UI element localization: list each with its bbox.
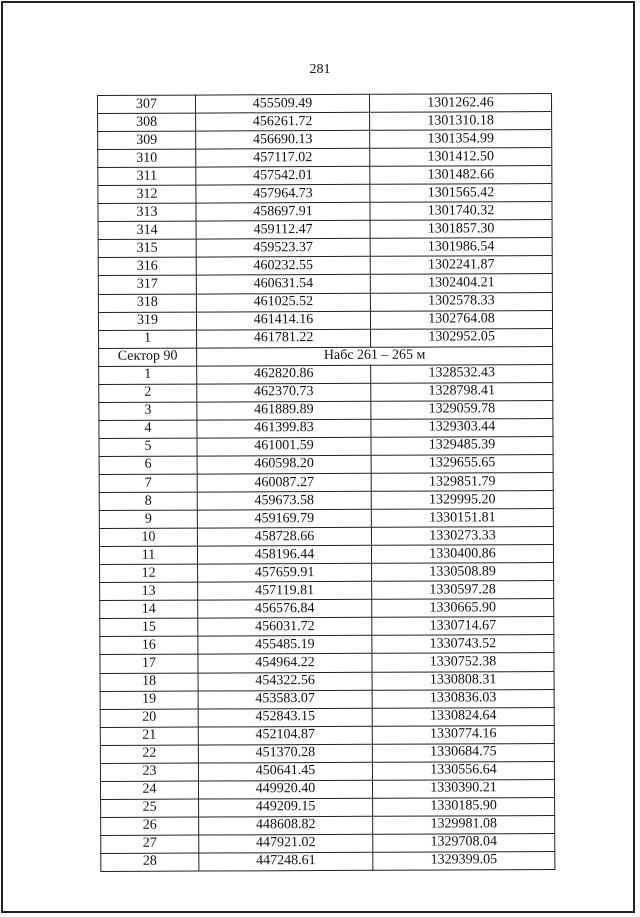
table-row bbox=[100, 689, 554, 709]
section-row bbox=[99, 346, 553, 366]
table-row bbox=[99, 509, 553, 529]
table-row bbox=[98, 166, 552, 186]
coordinates-table bbox=[97, 93, 555, 872]
section-header bbox=[99, 346, 553, 366]
table-row bbox=[98, 292, 552, 312]
y-coordinate-cell: 1302578.33 bbox=[370, 292, 552, 311]
x-coordinate-cell: 459112.47 bbox=[196, 221, 370, 240]
y-coordinate-cell: 1330824.64 bbox=[372, 707, 554, 726]
table-row bbox=[98, 238, 552, 258]
x-coordinate-cell: 460598.20 bbox=[197, 455, 371, 474]
x-coordinate-cell: 458697.91 bbox=[196, 203, 370, 222]
y-coordinate-cell: 1330752.38 bbox=[372, 653, 554, 672]
point-number-cell: 12 bbox=[100, 564, 198, 582]
point-number-cell: 313 bbox=[98, 203, 196, 221]
point-number-cell: 6 bbox=[99, 456, 197, 474]
y-coordinate-cell: 1302952.05 bbox=[371, 328, 553, 347]
table-row bbox=[99, 491, 553, 511]
x-coordinate-cell: 455509.49 bbox=[196, 94, 370, 113]
point-number-cell: 1 bbox=[99, 366, 197, 384]
table-row bbox=[99, 400, 553, 420]
x-coordinate-cell: 457117.02 bbox=[196, 148, 370, 167]
x-coordinate-cell: 461399.83 bbox=[197, 419, 371, 438]
table-row bbox=[100, 581, 554, 601]
table-body-bottom bbox=[99, 364, 555, 871]
point-number-cell: 316 bbox=[98, 257, 196, 275]
table-row bbox=[98, 184, 552, 204]
x-coordinate-cell: 459523.37 bbox=[196, 239, 370, 258]
y-coordinate-cell: 1330743.52 bbox=[372, 635, 554, 654]
y-coordinate-cell: 1328798.41 bbox=[371, 382, 553, 401]
section-note: Набс 261 – 265 м bbox=[197, 346, 553, 366]
x-coordinate-cell: 460232.55 bbox=[196, 257, 370, 276]
point-number-cell: 310 bbox=[98, 149, 196, 167]
x-coordinate-cell: 454964.22 bbox=[198, 654, 372, 673]
point-number-cell: 308 bbox=[98, 113, 196, 131]
x-coordinate-cell: 458728.66 bbox=[197, 527, 371, 546]
table-row bbox=[101, 797, 555, 817]
point-number-cell: 317 bbox=[98, 276, 196, 294]
x-coordinate-cell: 453583.07 bbox=[198, 690, 372, 709]
y-coordinate-cell: 1330774.16 bbox=[372, 725, 554, 744]
table-row bbox=[100, 653, 554, 673]
table-row bbox=[100, 707, 554, 727]
x-coordinate-cell: 461001.59 bbox=[197, 437, 371, 456]
y-coordinate-cell: 1330665.90 bbox=[372, 599, 554, 618]
x-coordinate-cell: 447248.61 bbox=[199, 852, 373, 871]
point-number-cell: 319 bbox=[98, 312, 196, 330]
x-coordinate-cell: 462370.73 bbox=[197, 383, 371, 402]
point-number-cell: 22 bbox=[100, 745, 198, 763]
point-number-cell: 19 bbox=[100, 691, 198, 709]
point-number-cell: 315 bbox=[98, 239, 196, 257]
table-row bbox=[98, 94, 552, 114]
y-coordinate-cell: 1329981.08 bbox=[373, 815, 555, 834]
point-number-cell: 314 bbox=[98, 221, 196, 239]
y-coordinate-cell: 1301986.54 bbox=[370, 238, 552, 257]
y-coordinate-cell: 1301857.30 bbox=[370, 220, 552, 239]
x-coordinate-cell: 461025.52 bbox=[196, 293, 370, 312]
point-number-cell: 18 bbox=[100, 673, 198, 691]
point-number-cell: 15 bbox=[100, 618, 198, 636]
point-number-cell: 25 bbox=[101, 799, 199, 817]
point-number-cell: 14 bbox=[100, 600, 198, 618]
point-number-cell: 309 bbox=[98, 131, 196, 149]
table-row bbox=[100, 635, 554, 655]
y-coordinate-cell: 1301354.99 bbox=[370, 130, 552, 149]
table-body-top bbox=[98, 94, 553, 349]
table-row bbox=[100, 599, 554, 619]
table-row bbox=[98, 148, 552, 168]
table-row bbox=[101, 851, 555, 871]
point-number-cell: 10 bbox=[99, 528, 197, 546]
y-coordinate-cell: 1330556.64 bbox=[372, 761, 554, 780]
table-row bbox=[100, 563, 554, 583]
x-coordinate-cell: 452104.87 bbox=[198, 726, 372, 745]
table-row bbox=[98, 256, 552, 276]
table-row bbox=[100, 761, 554, 781]
table-row bbox=[98, 310, 552, 330]
point-number-cell: 17 bbox=[100, 655, 198, 673]
point-number-cell: 3 bbox=[99, 402, 197, 420]
y-coordinate-cell: 1329655.65 bbox=[371, 454, 553, 473]
y-coordinate-cell: 1301482.66 bbox=[370, 166, 552, 185]
x-coordinate-cell: 452843.15 bbox=[198, 708, 372, 727]
y-coordinate-cell: 1329399.05 bbox=[373, 851, 555, 870]
x-coordinate-cell: 456690.13 bbox=[196, 130, 370, 149]
table-row bbox=[99, 545, 553, 565]
x-coordinate-cell: 459673.58 bbox=[197, 491, 371, 510]
x-coordinate-cell: 447921.02 bbox=[199, 834, 373, 853]
x-coordinate-cell: 459169.79 bbox=[197, 509, 371, 528]
point-number-cell: 27 bbox=[101, 835, 199, 853]
x-coordinate-cell: 457119.81 bbox=[198, 582, 372, 601]
table-row bbox=[100, 725, 554, 745]
y-coordinate-cell: 1330684.75 bbox=[372, 743, 554, 762]
x-coordinate-cell: 461781.22 bbox=[197, 329, 371, 348]
x-coordinate-cell: 458196.44 bbox=[197, 545, 371, 564]
table-row bbox=[98, 202, 552, 222]
x-coordinate-cell: 449209.15 bbox=[199, 798, 373, 817]
y-coordinate-cell: 1329485.39 bbox=[371, 436, 553, 455]
point-number-cell: 7 bbox=[99, 474, 197, 492]
point-number-cell: 312 bbox=[98, 185, 196, 203]
x-coordinate-cell: 457659.91 bbox=[198, 564, 372, 583]
y-coordinate-cell: 1330390.21 bbox=[372, 779, 554, 798]
point-number-cell: 13 bbox=[100, 582, 198, 600]
table-row bbox=[99, 472, 553, 492]
point-number-cell: 9 bbox=[99, 510, 197, 528]
table-row bbox=[99, 382, 553, 402]
table-row bbox=[100, 617, 554, 637]
point-number-cell: 5 bbox=[99, 438, 197, 456]
y-coordinate-cell: 1330714.67 bbox=[372, 617, 554, 636]
x-coordinate-cell: 457542.01 bbox=[196, 166, 370, 185]
point-number-cell: 8 bbox=[99, 492, 197, 510]
x-coordinate-cell: 461414.16 bbox=[196, 311, 370, 330]
section-label: Сектор 90 bbox=[99, 348, 197, 366]
y-coordinate-cell: 1330808.31 bbox=[372, 671, 554, 690]
y-coordinate-cell: 1330836.03 bbox=[372, 689, 554, 708]
y-coordinate-cell: 1329059.78 bbox=[371, 400, 553, 419]
y-coordinate-cell: 1330185.90 bbox=[373, 797, 555, 816]
table-row bbox=[99, 328, 553, 348]
y-coordinate-cell: 1329851.79 bbox=[371, 472, 553, 491]
y-coordinate-cell: 1330508.89 bbox=[372, 563, 554, 582]
table-row bbox=[100, 671, 554, 691]
x-coordinate-cell: 456576.84 bbox=[198, 600, 372, 619]
y-coordinate-cell: 1329708.04 bbox=[373, 833, 555, 852]
table-row bbox=[100, 779, 554, 799]
table-row bbox=[99, 527, 553, 547]
y-coordinate-cell: 1329303.44 bbox=[371, 418, 553, 437]
x-coordinate-cell: 454322.56 bbox=[198, 672, 372, 691]
y-coordinate-cell: 1301412.50 bbox=[370, 148, 552, 167]
table-row bbox=[99, 418, 553, 438]
table-row bbox=[100, 743, 554, 763]
table-row bbox=[98, 112, 552, 132]
y-coordinate-cell: 1329995.20 bbox=[371, 491, 553, 510]
y-coordinate-cell: 1301262.46 bbox=[369, 94, 551, 113]
point-number-cell: 20 bbox=[100, 709, 198, 727]
x-coordinate-cell: 448608.82 bbox=[199, 816, 373, 835]
point-number-cell: 1 bbox=[99, 330, 197, 348]
point-number-cell: 24 bbox=[100, 781, 198, 799]
y-coordinate-cell: 1330151.81 bbox=[371, 509, 553, 528]
x-coordinate-cell: 451370.28 bbox=[198, 744, 372, 763]
table-row bbox=[98, 220, 552, 240]
page-number: 281 bbox=[309, 62, 331, 77]
table-row bbox=[99, 454, 553, 474]
y-coordinate-cell: 1302764.08 bbox=[370, 310, 552, 329]
x-coordinate-cell: 449920.40 bbox=[198, 780, 372, 799]
y-coordinate-cell: 1328532.43 bbox=[371, 364, 553, 383]
y-coordinate-cell: 1330273.33 bbox=[371, 527, 553, 546]
x-coordinate-cell: 460087.27 bbox=[197, 473, 371, 492]
table-row bbox=[99, 436, 553, 456]
y-coordinate-cell: 1301740.32 bbox=[370, 202, 552, 221]
point-number-cell: 307 bbox=[98, 95, 196, 113]
y-coordinate-cell: 1302404.21 bbox=[370, 274, 552, 293]
y-coordinate-cell: 1301565.42 bbox=[370, 184, 552, 203]
x-coordinate-cell: 450641.45 bbox=[198, 762, 372, 781]
point-number-cell: 21 bbox=[100, 727, 198, 745]
y-coordinate-cell: 1301310.18 bbox=[370, 112, 552, 131]
x-coordinate-cell: 456261.72 bbox=[196, 112, 370, 131]
table-row bbox=[101, 815, 555, 835]
y-coordinate-cell: 1302241.87 bbox=[370, 256, 552, 275]
point-number-cell: 23 bbox=[100, 763, 198, 781]
point-number-cell: 26 bbox=[101, 817, 199, 835]
point-number-cell: 2 bbox=[99, 384, 197, 402]
table-row bbox=[98, 274, 552, 294]
point-number-cell: 311 bbox=[98, 167, 196, 185]
table-row bbox=[101, 833, 555, 853]
table-row bbox=[98, 130, 552, 150]
table-row bbox=[99, 364, 553, 384]
x-coordinate-cell: 456031.72 bbox=[198, 618, 372, 637]
point-number-cell: 28 bbox=[101, 853, 199, 871]
y-coordinate-cell: 1330597.28 bbox=[372, 581, 554, 600]
x-coordinate-cell: 457964.73 bbox=[196, 185, 370, 204]
x-coordinate-cell: 462820.86 bbox=[197, 365, 371, 384]
y-coordinate-cell: 1330400.86 bbox=[371, 545, 553, 564]
point-number-cell: 16 bbox=[100, 636, 198, 654]
x-coordinate-cell: 460631.54 bbox=[196, 275, 370, 294]
x-coordinate-cell: 455485.19 bbox=[198, 636, 372, 655]
point-number-cell: 318 bbox=[98, 294, 196, 312]
point-number-cell: 11 bbox=[99, 546, 197, 564]
point-number-cell: 4 bbox=[99, 420, 197, 438]
x-coordinate-cell: 461889.89 bbox=[197, 401, 371, 420]
